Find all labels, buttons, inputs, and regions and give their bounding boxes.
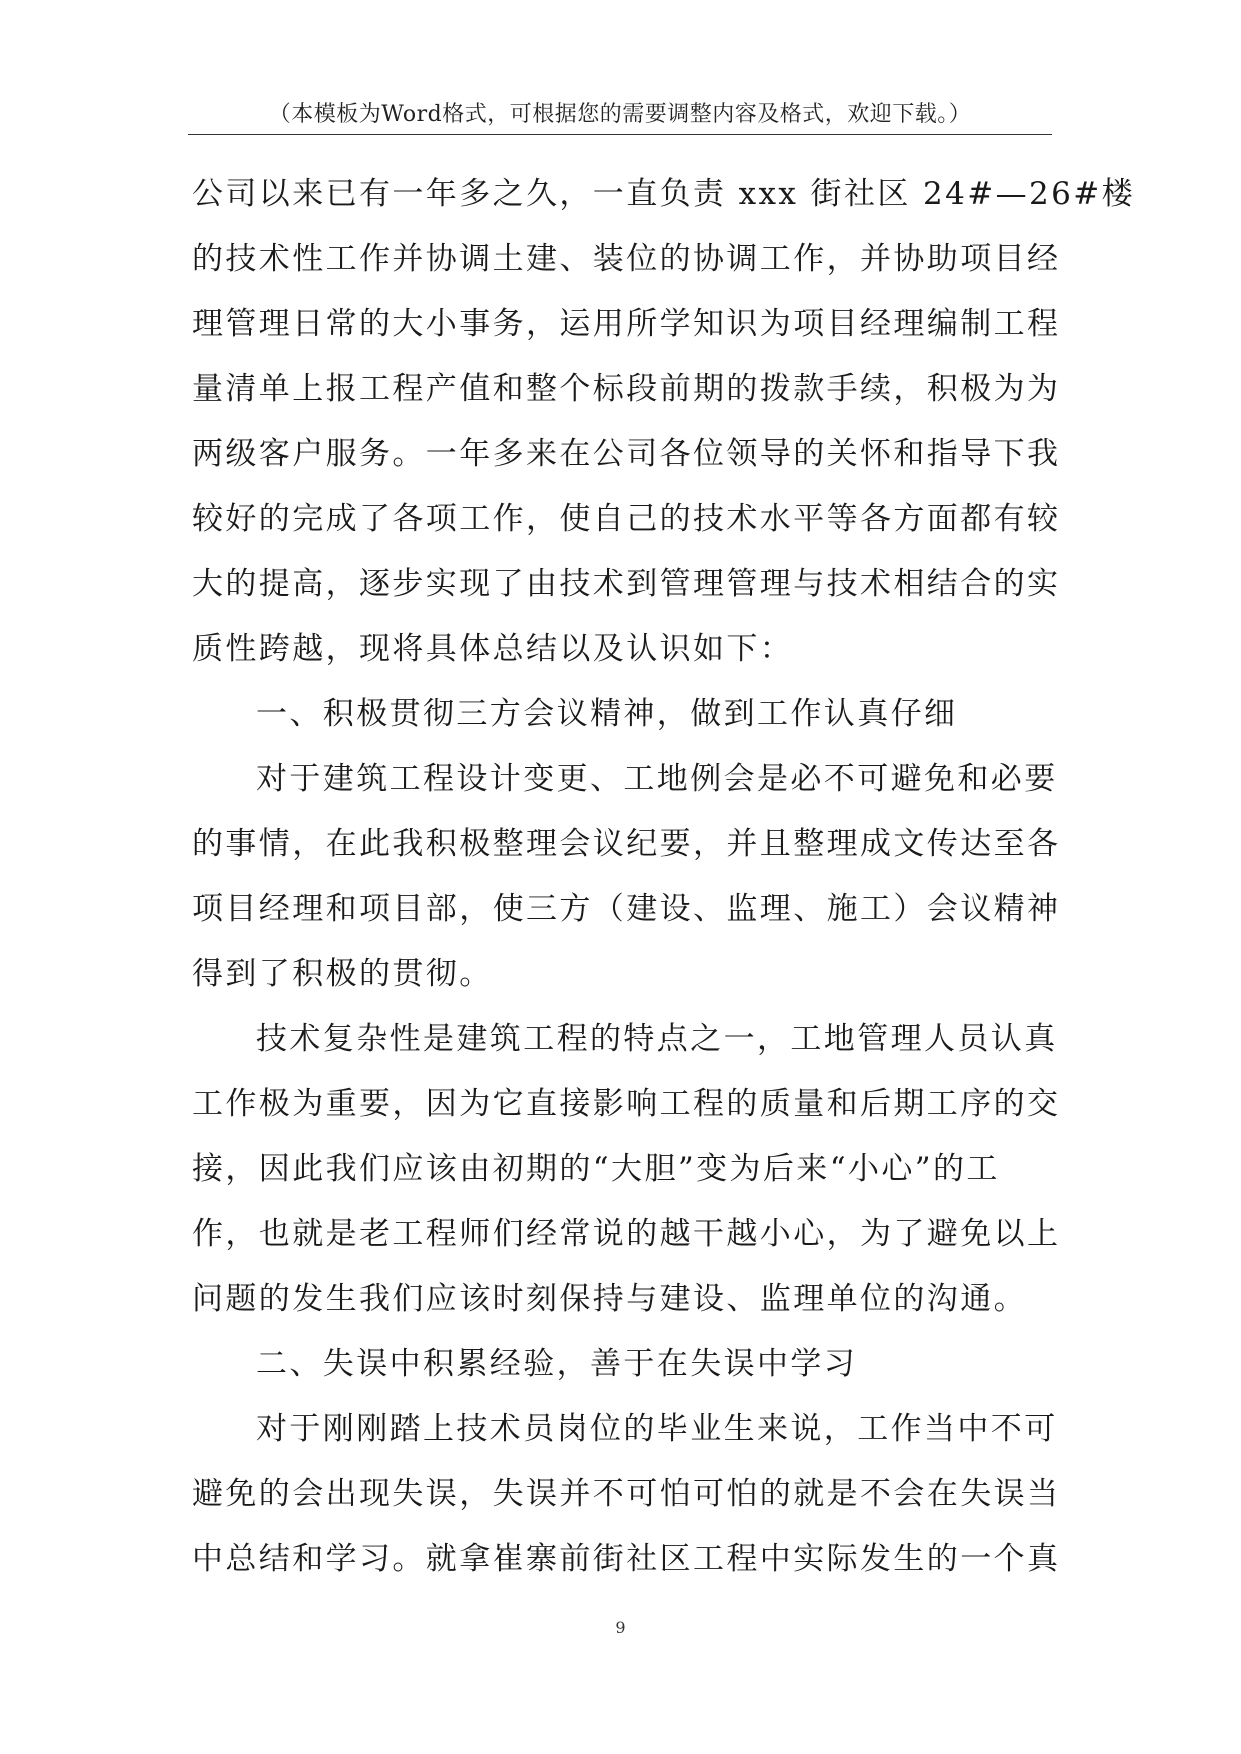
template-note-header: （本模板为Word格式，可根据您的需要调整内容及格式，欢迎下载。） (268, 102, 972, 127)
body-line: 理管理日常的大小事务，运用所学知识为项目经理编制工程 (192, 306, 1061, 342)
body-line: 两级客户服务。一年多来在公司各位领导的关怀和指导下我 (192, 436, 1061, 472)
body-line: 量清单上报工程产值和整个标段前期的拨款手续，积极为为 (192, 371, 1061, 407)
body-line: 中总结和学习。就拿崔寨前街社区工程中实际发生的一个真 (192, 1541, 1061, 1577)
body-line: 问题的发生我们应该时刻保持与建设、监理单位的沟通。 (192, 1281, 1027, 1317)
body-line: 避免的会出现失误，失误并不可怕可怕的就是不会在失误当 (192, 1476, 1061, 1512)
body-line: 作，也就是老工程师们经常说的越干越小心，为了避免以上 (192, 1216, 1061, 1252)
page-number: 9 (615, 1618, 626, 1637)
body-line: 接，因此我们应该由初期的“大胆”变为后来“小心”的工 (192, 1151, 1000, 1187)
body-line: 较好的完成了各项工作，使自己的技术水平等各方面都有较 (192, 501, 1061, 537)
body-line: 大的提高，逐步实现了由技术到管理管理与技术相结合的实 (192, 566, 1061, 602)
body-line: 项目经理和项目部，使三方（建设、监理、施工）会议精神 (192, 891, 1061, 927)
body-line: 对于刚刚踏上技术员岗位的毕业生来说，工作当中不可 (256, 1411, 1058, 1447)
body-line: 技术复杂性是建筑工程的特点之一，工地管理人员认真 (256, 1021, 1058, 1057)
document-body (192, 162, 1136, 1592)
body-line: 的事情，在此我积极整理会议纪要，并且整理成文传达至各 (192, 826, 1061, 862)
section-heading-2: 二、失误中积累经验，善于在失误中学习 (256, 1346, 858, 1382)
body-line: 质性跨越，现将具体总结以及认识如下： (192, 631, 794, 667)
body-line: 对于建筑工程设计变更、工地例会是必不可避免和必要 (256, 761, 1058, 797)
body-line: 工作极为重要，因为它直接影响工程的质量和后期工序的交 (192, 1086, 1061, 1122)
body-line: 公司以来已有一年多之久，一直负责 xxx 街社区 24#—26#楼 (192, 176, 1136, 212)
section-heading-1: 一、积极贯彻三方会议精神，做到工作认真仔细 (256, 696, 958, 732)
body-line: 的技术性工作并协调土建、装位的协调工作，并协助项目经 (192, 241, 1061, 277)
body-line: 得到了积极的贯彻。 (192, 956, 493, 992)
header-divider (188, 134, 1052, 135)
